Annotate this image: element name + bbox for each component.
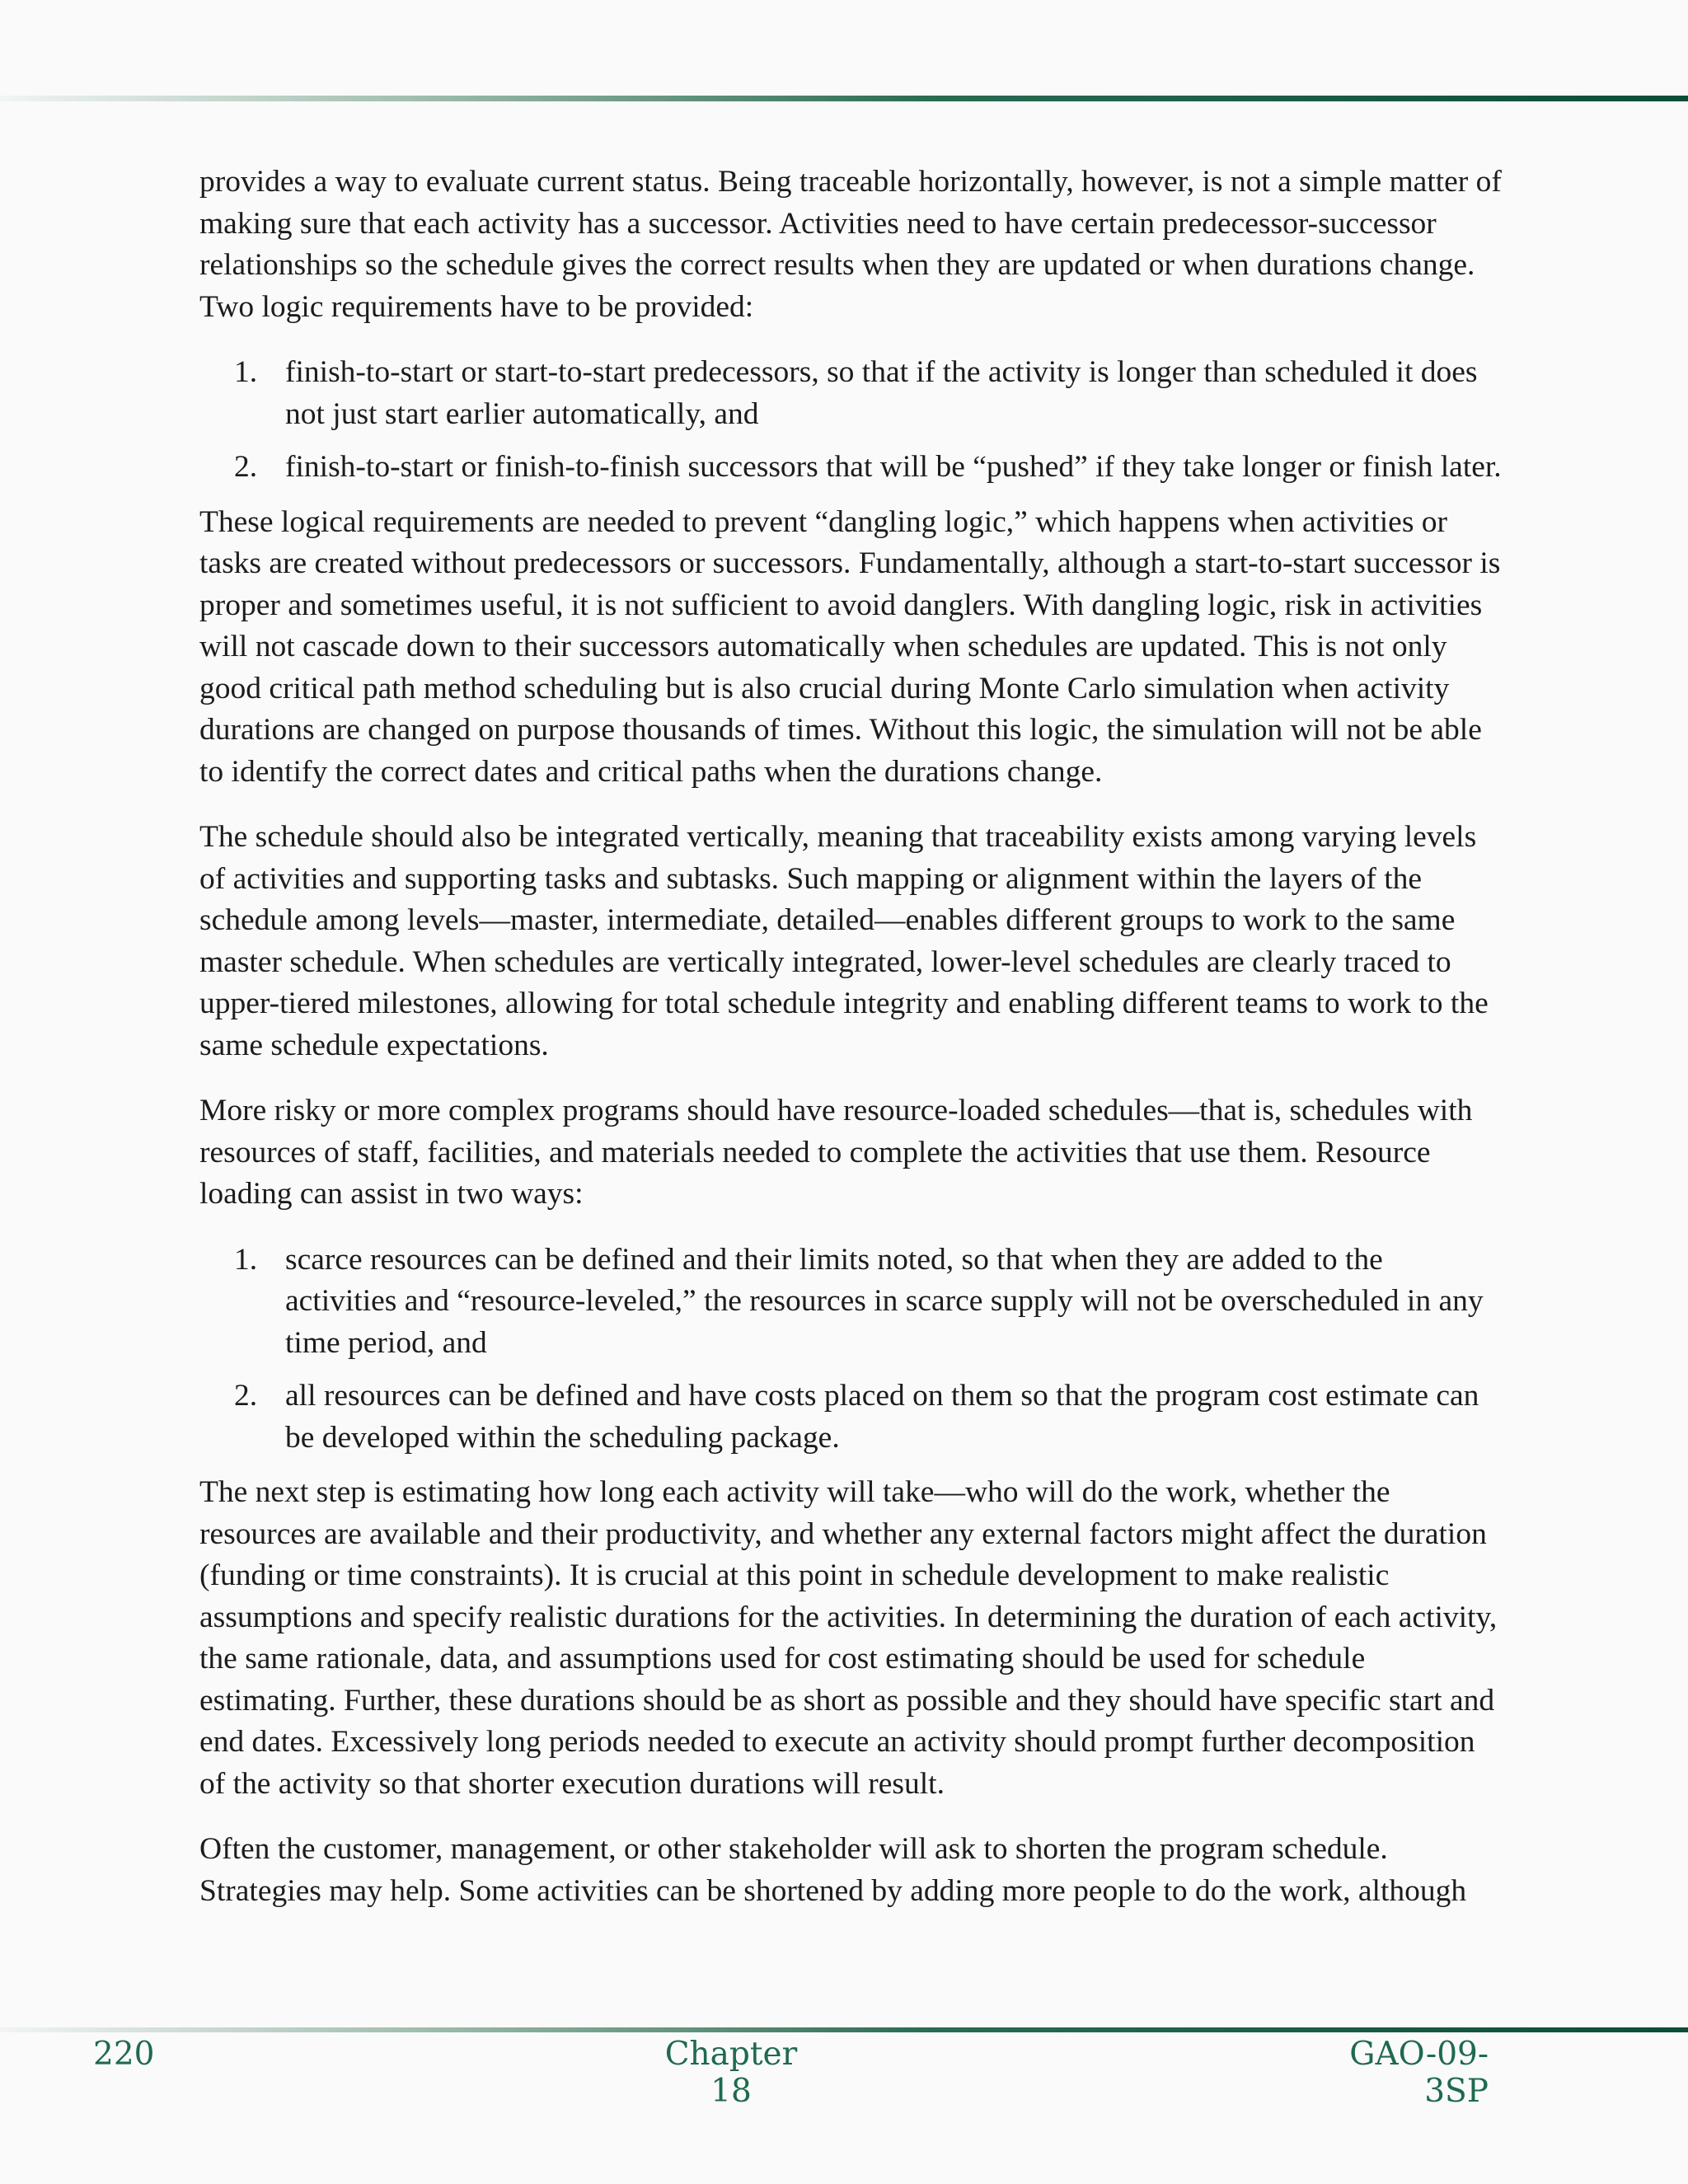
paragraph: The next step is estimating how long each activity will take—who will do the work, whether the resources are available and their productivity, and whether any external factors might affect the duration (funding or time constraints). It is crucial at this point in schedule development to make realistic assumptions and specify realistic durations for the activities. In determining the duration of each activity, the same rationale, data, and assumptions used for cost estimating should be used for schedule estimating. Further, these durations should be as short as possible and they should have specific start and end dates. Excessively long periods needed to execute an activity should prompt further decomposition of the activity so that shorter execution durations will result. xyxy=(199,1475,1498,1801)
list-item-text: finish-to-start or start-to-start predecessors, so that if the activity is longer than scheduled it does not just start earlier automatically, and xyxy=(285,355,1478,431)
list-number: 1. xyxy=(234,355,258,389)
list-item xyxy=(199,352,1502,435)
body-text xyxy=(199,162,1502,1936)
footer-rule xyxy=(0,2027,1688,2032)
paragraph: The schedule should also be integrated vertically, meaning that traceability exists among varying levels of activities and supporting tasks and subtasks. Such mapping or alignment within the layers of the schedule among levels—master, intermediate, detailed—enables different groups to work to the same master schedule. When schedules are vertically integrated, lower-level schedules are clearly traced to upper-tiered milestones, allowing for total schedule integrity and enabling different teams to work to the same schedule expectations. xyxy=(199,820,1489,1062)
list-number: 2. xyxy=(234,450,258,484)
numbered-list-resources xyxy=(199,1240,1502,1460)
list-item xyxy=(199,447,1502,489)
header-rule xyxy=(0,96,1688,101)
page-number: 220 xyxy=(93,2036,155,2073)
list-item-text: all resources can be defined and have costs placed on them so that the program cost estimate can be developed within the scheduling package. xyxy=(285,1379,1479,1455)
paragraph: More risky or more complex programs should have resource-loaded schedules—that is, schedules with resources of staff, facilities, and materials needed to complete the activities that use them. Resource loading can assist in two ways: xyxy=(199,1094,1473,1211)
list-item xyxy=(199,1376,1502,1459)
list-number: 2. xyxy=(234,1379,258,1413)
paragraph: These logical requirements are needed to prevent “dangling logic,” which happens when activities or tasks are created without predecessors or successors. Fundamentally, although a start-to-start successor is proper and sometimes useful, it is not sufficient to avoid danglers. With dangling logic, risk in activities will not cascade down to their successors automatically when schedules are updated. This is not only good critical path method scheduling but is also crucial during Monte Carlo simulation when activity durations are changed on purpose thousands of times. Without this logic, the simulation will not be able to identify the correct dates and critical paths when the durations change. xyxy=(199,504,1501,789)
list-number: 1. xyxy=(234,1242,258,1277)
numbered-list-logic xyxy=(199,352,1502,489)
list-item-text: scarce resources can be defined and their limits noted, so that when they are added to the activities and “resource-leveled,” the resources in scarce supply will not be overscheduled in any time period, and xyxy=(285,1242,1484,1360)
chapter-label: Chapter 18 xyxy=(664,2036,798,2110)
paragraph: Often the customer, management, or other stakeholder will ask to shorten the program schedule. Strategies may help. Some activities can be shortened by adding more people to do the work, although xyxy=(199,1832,1467,1908)
list-item-text: finish-to-start or finish-to-finish successors that will be “pushed” if they take longer or finish later. xyxy=(285,450,1502,484)
paragraph: provides a way to evaluate current status. Being traceable horizontally, however, is not a simple matter of making sure that each activity has a successor. Activities need to have certain predecessor-successor relationships so the schedule gives the correct results when they are updated or when durations change. Two logic requirements have to be provided: xyxy=(199,165,1502,324)
list-item xyxy=(199,1240,1502,1365)
report-id: GAO-09-3SP xyxy=(1349,2036,1489,2110)
